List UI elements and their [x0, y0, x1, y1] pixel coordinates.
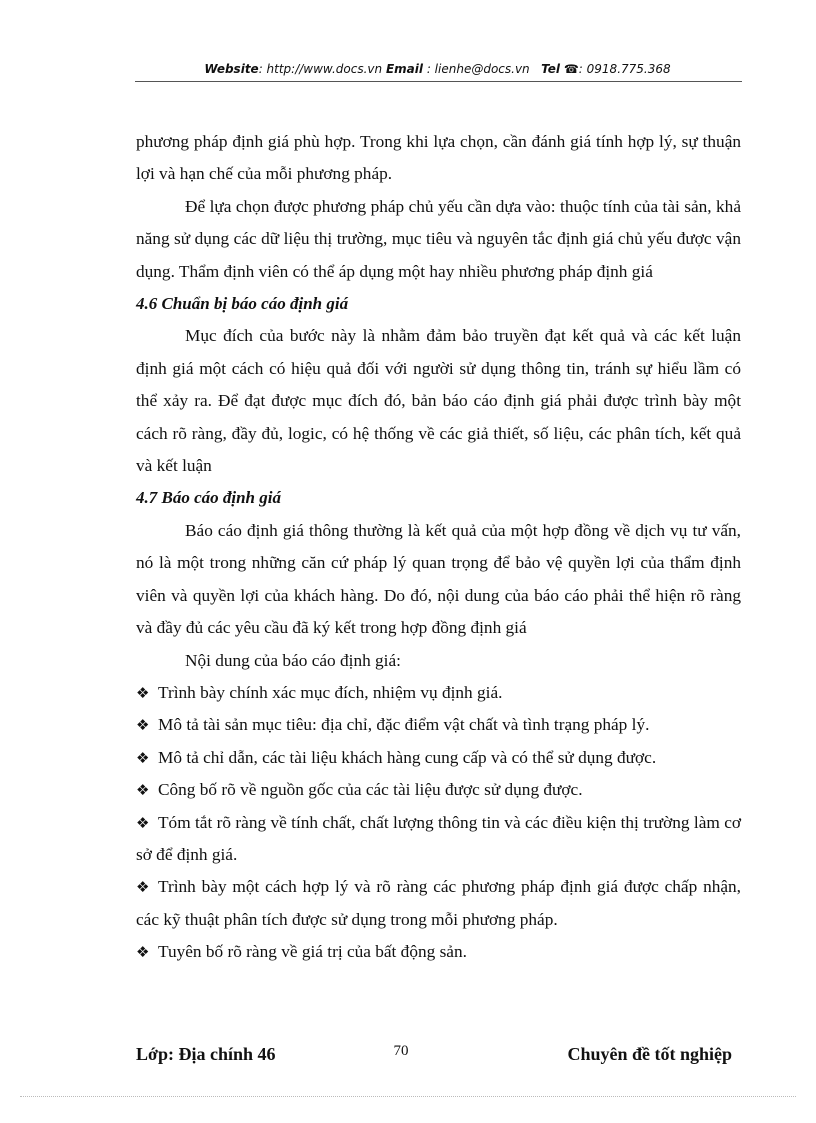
diamond-bullet-icon: ❖ [136, 943, 150, 962]
diamond-bullet-icon: ❖ [136, 748, 150, 767]
bullet-text: Trình bày chính xác mục đích, nhiệm vụ định giá. [158, 682, 503, 702]
bullet-text: Tóm tắt rõ ràng về tính chất, chất lượng thông tin và các điều kiện thị trường làm cơ sở để định giá. [136, 812, 741, 864]
bullet-item [136, 677, 741, 709]
diamond-bullet-icon: ❖ [136, 683, 150, 702]
bullet-text: Mô tả tài sản mục tiêu: địa chỉ, đặc điểm vật chất và tình trạng pháp lý. [158, 715, 650, 735]
diamond-bullet-icon: ❖ [136, 781, 150, 800]
email-value: : lienhe@docs.vn [426, 62, 530, 76]
paragraph-valuation-report: Báo cáo định giá thông thường là kết quả của một hợp đồng về dịch vụ tư vấn, nó là một trong những căn cứ pháp lý quan trọng để bảo vệ quyền lợi của thẩm định viên và quyền lợi của khách hàng. Do đó, nội dung của báo cáo phải thể hiện rõ ràng và đầy đủ các yêu cầu đã ký kết trong hợp đồng định giá [136, 520, 741, 638]
bullet-text: Trình bày một cách hợp lý và rõ ràng các phương pháp định giá được chấp nhận, các kỹ thuật phân tích được sử dụng trong mỗi phương pháp. [136, 877, 741, 929]
bullet-item [136, 936, 741, 968]
diamond-bullet-icon: ❖ [136, 716, 150, 735]
website-value: : http://www.docs.vn [258, 62, 383, 76]
tel-label: Tel [541, 62, 561, 76]
bullet-text: Tuyên bố rõ ràng về giá trị của bất động sản. [158, 942, 467, 962]
phone-icon: ☎ [563, 62, 579, 76]
page-body [136, 126, 741, 969]
email-label: Email [385, 62, 423, 76]
footer-thesis-label: Chuyên đề tốt nghiệp [567, 1044, 732, 1064]
footer-class-label: Lớp: Địa chính 46 [136, 1044, 276, 1064]
paragraph-continuation: phương pháp định giá phù hợp. Trong khi lựa chọn, cần đánh giá tính hợp lý, sự thuận lợi và hạn chế của mỗi phương pháp. [136, 132, 741, 184]
paragraph-report-preparation: Mục đích của bước này là nhằm đảm bảo truyền đạt kết quả và các kết luận định giá một cách có hiệu quả đối với người sử dụng thông tin, tránh sự hiểu lầm có thể xảy ra. Để đạt được mục đích đó, bản báo cáo định giá phải được trình bày một cách rõ ràng, đầy đủ, logic, có hệ thống về các giả thiết, số liệu, các phân tích, kết quả và kết luận [136, 326, 741, 476]
header-divider [135, 81, 742, 82]
bullet-item [136, 807, 741, 872]
tel-value: : 0918.775.368 [578, 62, 671, 76]
bullet-text: Mô tả chỉ dẫn, các tài liệu khách hàng cung cấp và có thể sử dụng được. [158, 747, 657, 767]
diamond-bullet-icon: ❖ [136, 813, 150, 832]
website-label: Website [204, 62, 259, 76]
page-header [135, 62, 740, 82]
paragraph-report-contents: Nội dung của báo cáo định giá: [185, 650, 401, 670]
heading-4-7: 4.7 Báo cáo định giá [136, 488, 281, 508]
bullet-item [136, 709, 741, 741]
bullet-item [136, 871, 741, 936]
diamond-bullet-icon: ❖ [136, 878, 150, 897]
bullet-item [136, 774, 741, 806]
bullet-item [136, 742, 741, 774]
page-number: 70 [393, 1043, 409, 1059]
heading-4-6: 4.6 Chuẩn bị báo cáo định giá [136, 294, 349, 314]
bullet-text: Công bố rõ về nguồn gốc của các tài liệu được sử dụng được. [158, 780, 583, 800]
paragraph-method-selection: Để lựa chọn được phương pháp chủ yếu cần dựa vào: thuộc tính của tài sản, khả năng sử dụng các dữ liệu thị trường, mục tiêu và nguyên tắc định giá chủ yếu được vận dụng. Thẩm định viên có thể áp dụng một hay nhiều phương pháp định giá [136, 196, 741, 281]
page-bottom-divider [20, 1096, 796, 1097]
